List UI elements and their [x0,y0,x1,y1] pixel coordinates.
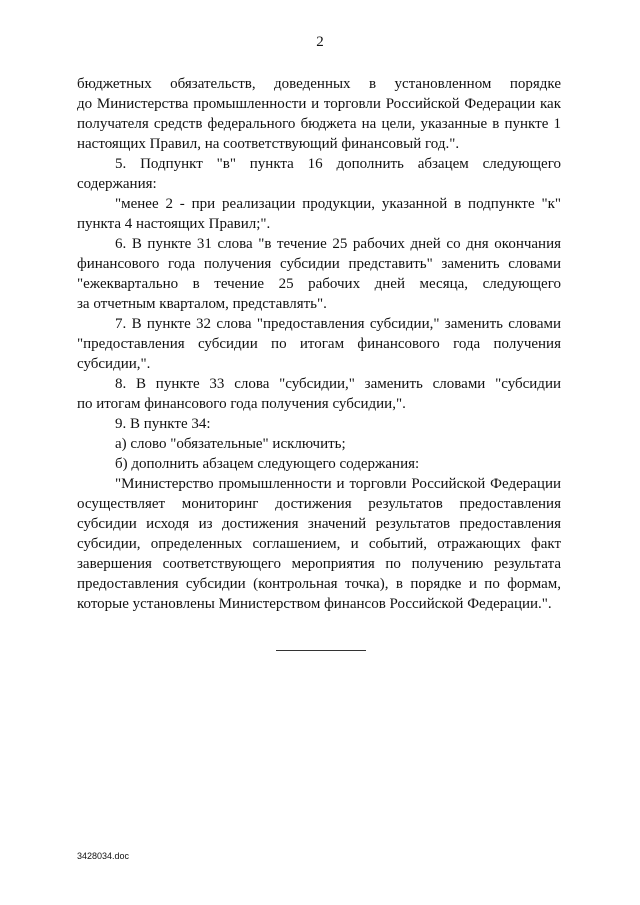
text-line: за отчетным кварталом, представлять". [77,296,327,312]
text-line: пункта 4 настоящих Правил;". [77,216,271,232]
text-line: субсидии, определенных соглашением, и событий, отражающих факт [77,536,561,552]
text-line: по итогам финансового года получения субсидии,". [77,396,406,412]
text-line: получателя средств федерального бюджета на цели, указанные в пункте 1 [77,116,561,132]
text-line: которые установлены Министерством финансов Российской Федерации.". [77,596,552,612]
text-line: "менее 2 - при реализации продукции, указанной в подпункте "к" [115,196,561,212]
text-line: "ежеквартально в течение 25 рабочих дней месяца, следующего [77,276,561,292]
text-line: 9. В пункте 34: [115,416,211,432]
text-line: субсидии,". [77,356,151,372]
text-line: осуществляет мониторинг достижения результатов предоставления [77,496,561,512]
text-line: 8. В пункте 33 слова "субсидии," заменить словами "субсидии [115,376,561,392]
text-line: 6. В пункте 31 слова "в течение 25 рабочих дней со дня окончания [115,236,561,252]
text-line: субсидии исходя из достижения значений результатов предоставления [77,516,561,532]
document-file-name: 3428034.doc [77,851,130,861]
document-body [77,74,561,614]
text-line: б) дополнить абзацем следующего содержания: [115,456,420,472]
page-number: 2 [316,34,324,50]
separator-line [276,650,366,651]
text-line: 7. В пункте 32 слова "предоставления субсидии," заменить словами [115,316,561,332]
text-line: финансового года получения субсидии представить" заменить словами [77,256,561,272]
text-line: настоящих Правил, на соответствующий финансовый год.". [77,136,460,152]
text-line: бюджетных обязательств, доведенных в установленном порядке [77,76,561,92]
text-line: "предоставления субсидии по итогам финансового года получения [77,336,561,352]
text-line: содержания: [77,176,157,192]
text-line: а) слово "обязательные" исключить; [115,436,346,452]
text-line: 5. Подпункт "в" пункта 16 дополнить абзацем следующего [115,156,561,172]
text-line: "Министерство промышленности и торговли Российской Федерации [115,476,561,492]
text-line: предоставления субсидии (контрольная точка), в порядке и по формам, [77,576,561,592]
text-line: до Министерства промышленности и торговли Российской Федерации как [77,96,561,112]
text-line: завершения соответствующего мероприятия по получению результата [77,556,561,572]
